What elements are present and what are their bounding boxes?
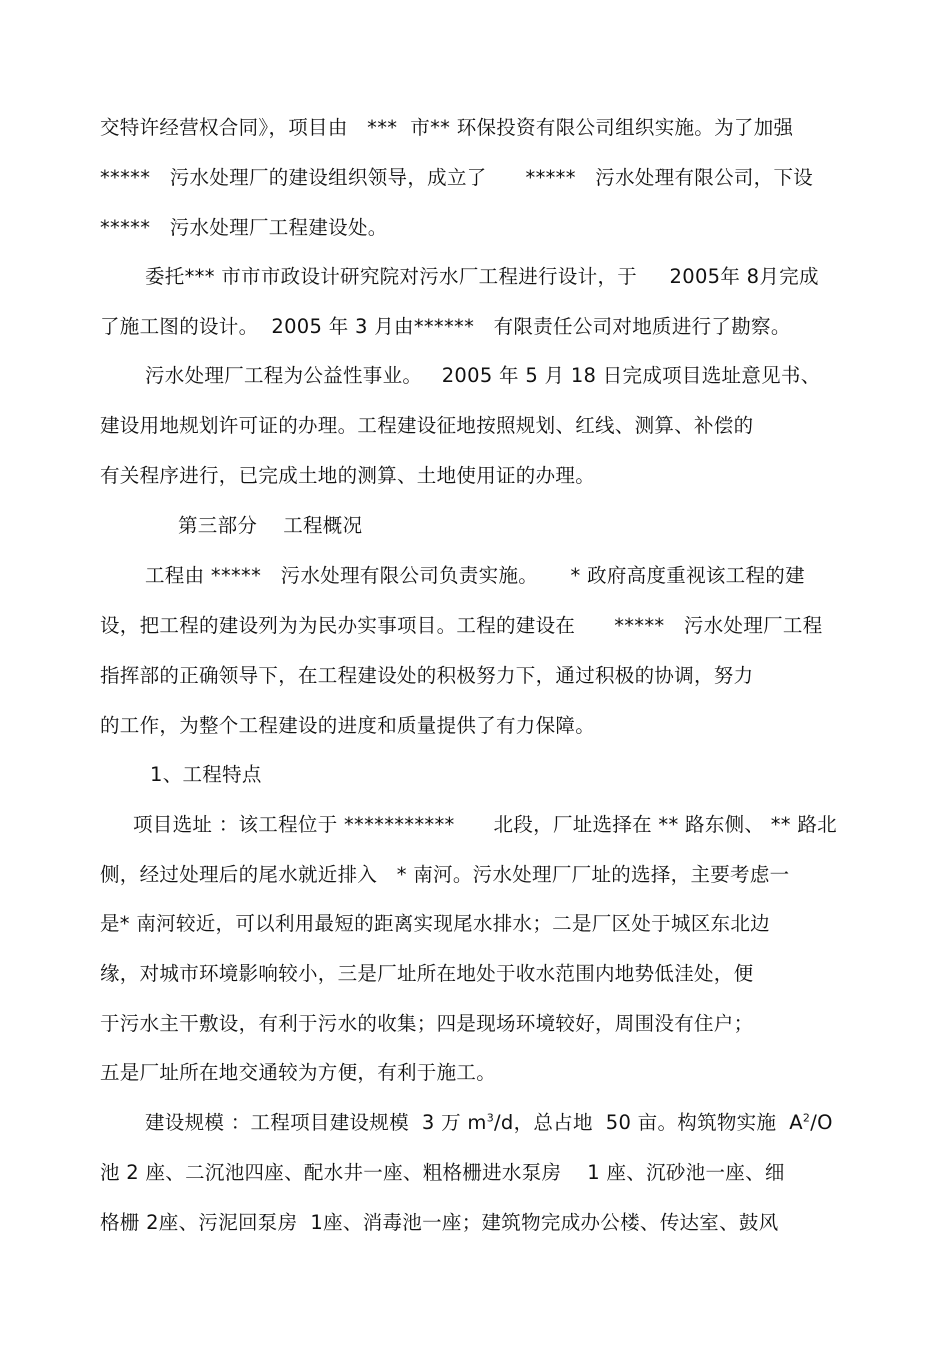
scale-text-c: /O bbox=[810, 1111, 833, 1134]
text-line: 工程由 ***** 污水处理有限公司负责实施。 * 政府高度重视该工程的建 bbox=[145, 564, 805, 587]
scale-text-a: 建设规模 ：工程项目建设规模 3 万 m bbox=[145, 1111, 487, 1134]
text-line: 设，把工程的建设列为为民办实事项目。工程的建设在 ***** 污水处理厂工程 bbox=[100, 614, 823, 637]
text-line: 格栅 2座、污泥回泵房 1座、消毒池一座；建筑物完成办公楼、传达室、鼓风 bbox=[100, 1211, 779, 1234]
scale-text-b: /d，总占地 50 亩。构筑物实施 A bbox=[494, 1111, 803, 1134]
superscript-3: 3 bbox=[486, 1111, 495, 1125]
text-line: 了施工图的设计。 2005 年 3 月由****** 有限责任公司对地质进行了勘察。 bbox=[100, 315, 791, 338]
text-line-scale bbox=[145, 1109, 833, 1137]
text-line: 交特许经营权合同》，项目由 *** 市** 环保投资有限公司组织实施。为了加强 bbox=[100, 116, 794, 139]
text-line: 建设用地规划许可证的办理。工程建设征地按照规划、红线、测算、补偿的 bbox=[100, 414, 754, 437]
section-heading: 第三部分 工程概况 bbox=[178, 514, 363, 537]
text-line: 的工作，为整个工程建设的进度和质量提供了有力保障。 bbox=[100, 714, 596, 737]
text-line: ***** 污水处理厂的建设组织领导，成立了 ***** 污水处理有限公司，下设 bbox=[100, 166, 814, 189]
text-line: 于污水主干敷设，有利于污水的收集；四是现场环境较好，周围没有住户； bbox=[100, 1012, 754, 1035]
text-line: 委托*** 市市市政设计研究院对污水厂工程进行设计，于 2005年 8月完成 bbox=[145, 265, 819, 288]
text-line: 有关程序进行，已完成土地的测算、土地使用证的办理。 bbox=[100, 464, 596, 487]
text-line: 污水处理厂工程为公益性事业。 2005 年 5 月 18 日完成项目选址意见书、 bbox=[145, 364, 821, 387]
text-line: 是* 南河较近，可以利用最短的距离实现尾水排水；二是厂区处于城区东北边 bbox=[100, 912, 770, 935]
text-line: ***** 污水处理厂工程建设处。 bbox=[100, 216, 388, 239]
text-line: 侧，经过处理后的尾水就近排入 * 南河。污水处理厂厂址的选择，主要考虑一 bbox=[100, 863, 790, 886]
text-line: 五是厂址所在地交通较为方便，有利于施工。 bbox=[100, 1061, 497, 1084]
superscript-2: 2 bbox=[802, 1111, 811, 1125]
text-line: 池 2 座、二沉池四座、配水井一座、粗格栅进水泵房 1 座、沉砂池一座、细 bbox=[100, 1161, 785, 1184]
subsection-heading: 1、工程特点 bbox=[150, 763, 262, 786]
text-line: 项目选址 ：该工程位于 *********** 北段，厂址选择在 ** 路东侧、 ** 路北 bbox=[133, 813, 837, 836]
text-line: 指挥部的正确领导下，在工程建设处的积极努力下，通过积极的协调，努力 bbox=[100, 664, 754, 687]
text-line: 缘，对城市环境影响较小，三是厂址所在地处于收水范围内地势低洼处，便 bbox=[100, 962, 754, 985]
